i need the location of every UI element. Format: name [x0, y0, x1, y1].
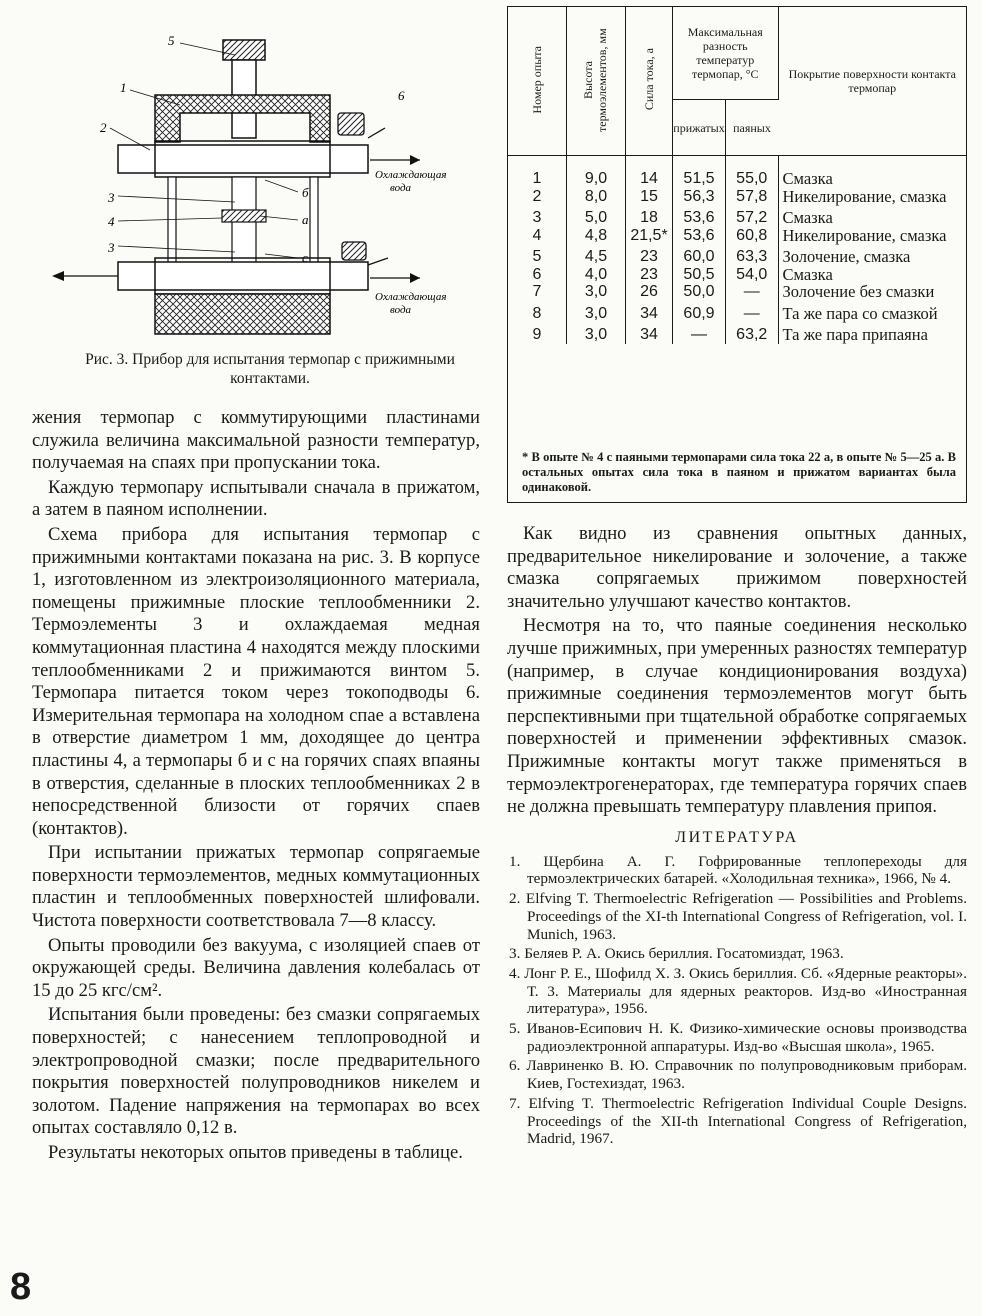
- table-cell-c: Никелирование, смазка: [782, 225, 947, 245]
- table-cell-p: 60,9: [673, 301, 726, 323]
- table-cell-h: 4,5: [567, 244, 626, 266]
- table-cell-s: 55,0: [726, 156, 779, 188]
- results-table: [507, 6, 967, 503]
- table-cell-s: 60,8: [726, 227, 779, 245]
- literature-item: 6. Лавриненко В. Ю. Справочник по полупроводниковым приборам. Киев, Гостехиздат, 1963.: [509, 1057, 967, 1093]
- table-cell-c: Золочение без смазки: [782, 282, 935, 301]
- label-3-bottom: 3: [108, 240, 115, 255]
- header-current: Сила тока, а: [626, 7, 673, 156]
- literature-list: [507, 853, 967, 1148]
- label-6: 6: [398, 88, 405, 103]
- label-b: б: [302, 185, 309, 200]
- table-cell-p: 60,0: [673, 244, 726, 266]
- header-height: Высота термоэлементов, мм: [567, 7, 626, 156]
- table-cell-i: 23: [626, 266, 673, 284]
- left-paragraph-2: Каждую термопару испытывали сначала в прижатом, а затем в паяном исполнении.: [32, 476, 480, 521]
- table-cell-p: 56,3: [673, 188, 726, 206]
- table-cell-i: 34: [626, 301, 673, 323]
- label-1: 1: [120, 80, 127, 95]
- results-table-grid: [508, 7, 966, 344]
- table-footnote: * В опыте № 4 с паяными термопарами сила тока 22 а, в опыте № 5—25 а. В остальных опытах сила тока в паяном и прижатом вариантах была одинаковой.: [522, 450, 956, 494]
- table-row: [508, 205, 966, 227]
- left-paragraph-3: Схема прибора для испытания термопар с прижимными контактами показана на рис. 3. В корпусе 1, изготовленном из электроизоляционного материала, помещены прижимные плоские теплообменники 2. Термоэлементы 3 и охлаждаемая медная коммутационная пластина 4 находятся между плоскими теплообменниками 2 и прижимаются винтом 5. Термопара питается током через токоподводы 6. Измерительная термопара на холодном спае а вставлена в отверстие диаметром 1 мм, доходящее до центра пластины 4, а термопары б и с на горячих спаях впаяны в отверстия, сделанные в плоских теплообменниках 2 в непосредственной близости от горячих спаев (контактов).: [32, 523, 480, 839]
- table-cell-h: 4,0: [567, 266, 626, 284]
- right-paragraph-2: Несмотря на то, что паяные соединения несколько лучше прижимных, при умеренных разностях температур (например, в случае кондиционирования воздуха) прижимные соединения термоэлементов могут быть перспективными при тщательной обработке сопрягаемых поверхностей и применении эффективных смазок. Прижимные контакты могут также применяться в термоэлектрогенераторах, где температура горячих спаев не должна превышать температуру плавления припоя.: [507, 615, 967, 818]
- header-num: Номер опыта: [508, 7, 567, 156]
- header-maxdiff: Максимальная разность температур термопар, °С: [673, 7, 779, 100]
- table-cell-i: 34: [626, 322, 673, 344]
- coolant-bottom-line2: вода: [390, 304, 412, 316]
- table-cell-c: Никелирование, смазка: [782, 186, 947, 206]
- table-cell-s: 57,2: [726, 205, 779, 227]
- results-table-body: [508, 156, 966, 344]
- table-cell-n: 5: [508, 244, 567, 266]
- table-row: [508, 266, 966, 284]
- literature-title: ЛИТЕРАТУРА: [675, 828, 799, 846]
- table-cell-h: 5,0: [567, 205, 626, 227]
- table-cell-s: —: [726, 283, 779, 301]
- table-row: [508, 301, 966, 323]
- table-cell-n: 2: [508, 188, 567, 206]
- table-cell-h: 9,0: [567, 156, 626, 188]
- table-row: [508, 322, 966, 344]
- table-cell-n: 6: [508, 266, 567, 284]
- literature-item: 4. Лонг Р. Е., Шофилд Х. З. Окись бериллия. Сб. «Ядерные реакторы». Т. 3. Материалы для ядерных реакторов. Изд-во «Иностранная литература», 1956.: [509, 964, 967, 1018]
- table-row: [508, 283, 966, 301]
- table-cell-p: —: [673, 322, 726, 344]
- left-paragraph-5: Опыты проводили без вакуума, с изоляцией спаев от окружающей среды. Величина давления колебалась от 15 до 25 кгс/см².: [32, 934, 480, 1001]
- table-cell-p: 53,6: [673, 205, 726, 227]
- table-cell-h: 3,0: [567, 283, 626, 301]
- label-a: а: [302, 212, 309, 227]
- table-cell-c: Та же пара со смазкой: [782, 303, 938, 323]
- table-row: [508, 156, 966, 188]
- table-cell-i: 23: [626, 244, 673, 266]
- label-3-top: 3: [108, 190, 115, 205]
- table-cell-p: 50,0: [673, 283, 726, 301]
- table-cell-s: 57,8: [726, 188, 779, 206]
- table-cell-h: 3,0: [567, 301, 626, 323]
- literature-item: 5. Иванов-Есипович Н. К. Физико-химические основы производства радиоэлектронной аппаратуры. Изд-во «Высшая школа», 1965.: [509, 1020, 967, 1055]
- coolant-top-line1: Охлаждающая: [375, 169, 447, 181]
- table-cell-n: 7: [508, 283, 567, 301]
- table-cell-h: 8,0: [567, 188, 626, 206]
- table-cell-c: Смазка: [782, 208, 833, 227]
- left-paragraph-4: При испытании прижатых термопар сопрягаемые поверхности термоэлементов, медных коммутационных пластин и теплообменных поверхностей шлифовали. Чистота поверхности соответствовала 7—8 классу.: [32, 842, 480, 932]
- table-cell-c: Та же пара припаяна: [782, 325, 928, 344]
- table-cell-c: Смазка: [782, 264, 833, 284]
- left-paragraph-7: Результаты некоторых опытов приведены в таблице.: [48, 1142, 463, 1163]
- table-cell-p: 50,5: [673, 266, 726, 284]
- table-cell-s: 63,3: [726, 244, 779, 266]
- label-2: 2: [100, 120, 107, 135]
- table-cell-i: 15: [626, 188, 673, 206]
- coolant-top-line2: вода: [390, 182, 412, 194]
- label-c: с: [302, 250, 308, 265]
- table-cell-n: 8: [508, 301, 567, 323]
- table-cell-s: —: [726, 301, 779, 323]
- header-soldered: паяных: [726, 100, 779, 156]
- literature-item: 2. Elfving T. Thermoelectric Refrigeration — Possibilities and Problems. Proceedings of the XI-th International Congress of Refrigeration, vol. I. Munich, 1963.: [509, 890, 967, 943]
- table-cell-n: 9: [508, 322, 567, 344]
- literature-item: 7. Elfving T. Thermoelectric Refrigeration Individual Couple Designs. Proceedings of the XII-th International Congress of Refrigeration, Madrid, 1967.: [509, 1094, 967, 1148]
- header-pressed: прижатых: [673, 100, 726, 156]
- table-cell-n: 1: [508, 156, 567, 188]
- literature-item: 3. Беляев Р. А. Окись бериллия. Госатомиздат, 1963.: [509, 945, 844, 963]
- table-cell-i: 14: [626, 156, 673, 188]
- table-cell-c: Смазка: [782, 169, 833, 188]
- table-cell-h: 4,8: [567, 227, 626, 245]
- coolant-bottom-line1: Охлаждающая: [375, 291, 447, 303]
- header-coating: Покрытие поверхности контакта термопар: [778, 7, 966, 156]
- table-cell-n: 4: [508, 227, 567, 245]
- table-cell-s: 54,0: [726, 266, 779, 284]
- table-cell-h: 3,0: [567, 322, 626, 344]
- table-cell-p: 51,5: [673, 156, 726, 188]
- table-row: [508, 227, 966, 245]
- device-drawing: [40, 10, 490, 355]
- right-column: [507, 523, 967, 1150]
- left-column: [32, 407, 480, 1167]
- page-number: 8: [10, 1266, 32, 1308]
- figure-caption: Рис. 3. Прибор для испытания термопар с прижимными контактами.: [85, 351, 455, 387]
- table-cell-c: Золочение, смазка: [782, 247, 911, 266]
- figure-3: [40, 10, 490, 395]
- table-row: [508, 244, 966, 266]
- table-cell-i: 26: [626, 283, 673, 301]
- table-cell-i: 21,5*: [626, 227, 673, 245]
- right-paragraph-1: Как видно из сравнения опытных данных, предварительное никелирование и золочение, а также смазка сопрягаемых прижимом поверхностей значительно улучшают качество контактов.: [507, 523, 967, 612]
- table-row: [508, 188, 966, 206]
- label-4: 4: [108, 214, 115, 229]
- left-paragraph-1: жения термопар с коммутирующими пластинами служила величина максимальной разности температур, получаемая на спаях при пропускании тока.: [32, 407, 480, 474]
- label-5: 5: [168, 33, 175, 48]
- table-cell-n: 3: [508, 205, 567, 227]
- table-cell-p: 53,6: [673, 227, 726, 245]
- table-cell-i: 18: [626, 205, 673, 227]
- literature-item: 1. Щербина А. Г. Гофрированные теплопереходы для термоэлектрических батарей. «Холодильная техника», 1966, № 4.: [509, 852, 967, 888]
- table-cell-s: 63,2: [726, 322, 779, 344]
- left-paragraph-6: Испытания были проведены: без смазки сопрягаемых поверхностей; с нанесением теплопроводной и электропроводной смазки; после предварительного покрытия поверхностей полупроводников никелем и золотом. Падение напряжения на термопарах во всех опытах составляло 0,12 в.: [32, 1004, 480, 1139]
